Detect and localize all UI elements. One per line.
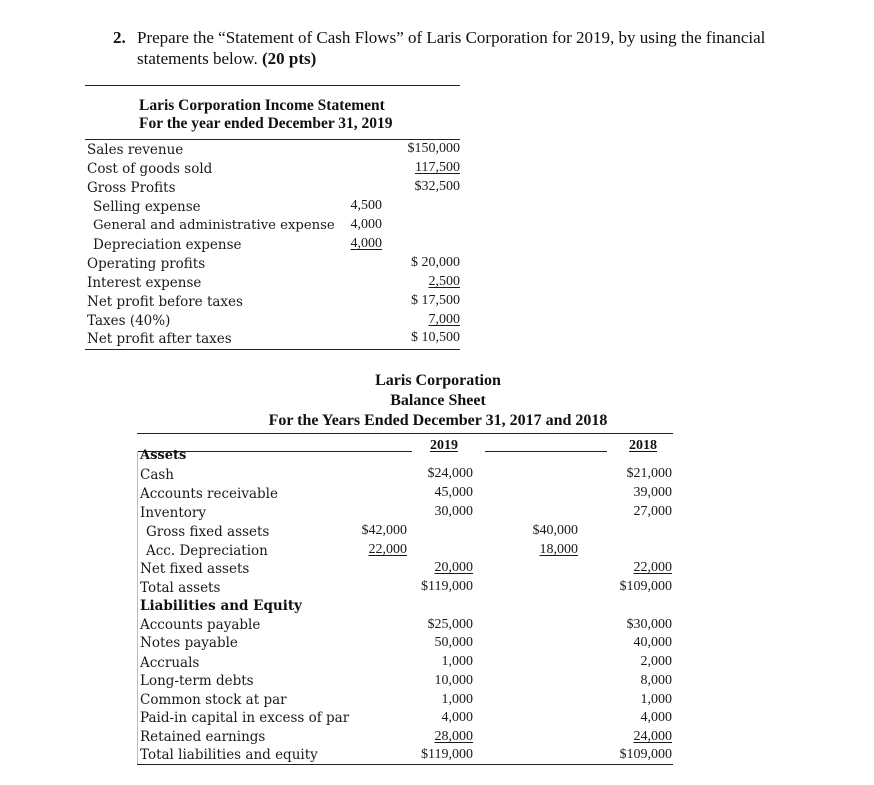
- asset-value-2019: [395, 560, 473, 576]
- asset-value-2019: 45,000: [434, 485, 473, 500]
- question-number: 2.: [113, 28, 126, 47]
- net-fixed-2019: 20,000: [434, 560, 473, 575]
- income-label: Taxes (40%): [87, 313, 171, 329]
- income-label: Net profit after taxes: [87, 331, 232, 347]
- retained-earnings-2018: 24,000: [633, 729, 672, 744]
- balance-title-line3: For the Years Ended December 31, 2017 and 2018: [268, 412, 608, 429]
- balance-year-2019: 2019: [430, 438, 458, 453]
- income-label: Interest expense: [87, 275, 202, 291]
- liability-value-2018: 4,000: [640, 710, 672, 725]
- acc-depreciation-2018: 18,000: [539, 542, 578, 557]
- liability-label: Total liabilities and equity: [140, 747, 318, 763]
- question-instruction: statements below.: [137, 49, 258, 68]
- net-fixed-2018: 22,000: [633, 560, 672, 575]
- liability-value-2018: 2,000: [640, 654, 672, 669]
- liability-value-2018: $109,000: [619, 747, 672, 762]
- liability-value-2019: 1,000: [441, 692, 473, 707]
- liability-value-2019: 1,000: [441, 654, 473, 669]
- asset-value-2019: 30,000: [434, 504, 473, 519]
- asset-label: Accounts receivable: [140, 486, 278, 502]
- liability-value-2019: 4,000: [441, 710, 473, 725]
- liability-label: Accounts payable: [140, 617, 261, 633]
- liabilities-heading: Liabilities and Equity: [140, 598, 302, 614]
- asset-sub-2019: $42,000: [361, 523, 407, 538]
- income-taxes-value: 7,000: [428, 312, 460, 327]
- liability-value-2018: $30,000: [626, 617, 672, 632]
- liability-label: Common stock at par: [140, 692, 287, 708]
- income-label: Operating profits: [87, 256, 206, 272]
- asset-label: Inventory: [140, 505, 206, 521]
- income-main-value: [380, 160, 460, 176]
- income-title-line1: Laris Corporation Income Statement: [139, 97, 385, 114]
- liability-label: Notes payable: [140, 635, 238, 651]
- asset-sub-2018: $40,000: [532, 523, 578, 538]
- income-top-rule: [85, 85, 460, 86]
- balance-year-divider-mid: [485, 451, 607, 452]
- question-text-line1: Prepare the “Statement of Cash Flows” of Laris Corporation for 2019, by using the financial: [137, 28, 766, 47]
- income-cogs-value: 117,500: [415, 160, 460, 175]
- liability-value-2018: [592, 729, 672, 745]
- liability-value-2018: 40,000: [633, 635, 672, 650]
- balance-title-line2: Balance Sheet: [390, 392, 486, 409]
- income-interest-value: 2,500: [428, 274, 460, 289]
- balance-header-rule: [137, 433, 673, 434]
- income-label: Selling expense: [93, 199, 201, 215]
- asset-label: Gross fixed assets: [146, 524, 270, 540]
- balance-year-2018: 2018: [629, 438, 657, 453]
- asset-value-2019: $24,000: [427, 466, 473, 481]
- balance-bottom-rule: [137, 764, 673, 765]
- liability-value-2019: [395, 729, 473, 745]
- balance-title-line1: Laris Corporation: [375, 372, 501, 389]
- retained-earnings-2019: 28,000: [434, 729, 473, 744]
- income-bottom-rule: [85, 349, 460, 350]
- liability-value-2018: 1,000: [640, 692, 672, 707]
- liability-label: Accruals: [140, 655, 200, 671]
- asset-value-2018: $109,000: [619, 579, 672, 594]
- income-label: General and administrative expense: [93, 218, 335, 233]
- income-main-value: [380, 312, 460, 328]
- income-title-line2: For the year ended December 31, 2019: [139, 115, 393, 132]
- asset-label: Cash: [140, 467, 175, 483]
- income-main-value: $ 10,500: [411, 330, 460, 345]
- asset-sub-2019: [340, 542, 407, 558]
- liability-value-2018: 8,000: [640, 673, 672, 688]
- income-label: Gross Profits: [87, 180, 176, 196]
- assets-heading: Assets: [140, 448, 187, 463]
- balance-left-border: [137, 451, 138, 764]
- income-main-value: $150,000: [407, 141, 460, 156]
- question-text-line2: [137, 48, 316, 70]
- liability-value-2019: 10,000: [434, 673, 473, 688]
- income-main-value: $32,500: [414, 179, 460, 194]
- income-sub-value: [320, 236, 382, 252]
- liability-label: Paid-in capital in excess of par: [140, 710, 350, 726]
- question-points: (20 pts): [261, 49, 317, 68]
- income-main-value: $ 17,500: [411, 293, 460, 308]
- asset-value-2019: $119,000: [421, 579, 473, 594]
- income-label: Net profit before taxes: [87, 294, 243, 310]
- income-label: Depreciation expense: [93, 237, 242, 253]
- asset-value-2018: [592, 560, 672, 576]
- asset-value-2018: $21,000: [626, 466, 672, 481]
- asset-label: Total assets: [140, 580, 221, 596]
- asset-label: Acc. Depreciation: [146, 543, 268, 559]
- liability-value-2019: $119,000: [421, 747, 473, 762]
- asset-sub-2018: [510, 542, 578, 558]
- liability-value-2019: 50,000: [434, 635, 473, 650]
- liability-label: Long-term debts: [140, 673, 254, 689]
- asset-label: Net fixed assets: [140, 561, 250, 577]
- income-main-value: $ 20,000: [411, 255, 460, 270]
- income-sub-value: 4,500: [350, 198, 382, 213]
- liability-value-2019: $25,000: [427, 617, 473, 632]
- income-label: Cost of goods sold: [87, 161, 213, 177]
- income-header-rule: [85, 139, 460, 140]
- income-sub-value: 4,000: [350, 217, 382, 232]
- asset-value-2018: 27,000: [633, 504, 672, 519]
- acc-depreciation-2019: 22,000: [368, 542, 407, 557]
- income-main-value: [380, 274, 460, 290]
- income-label: Sales revenue: [87, 142, 184, 158]
- asset-value-2018: 39,000: [633, 485, 672, 500]
- liability-label: Retained earnings: [140, 729, 266, 745]
- income-depreciation-value: 4,000: [350, 236, 382, 251]
